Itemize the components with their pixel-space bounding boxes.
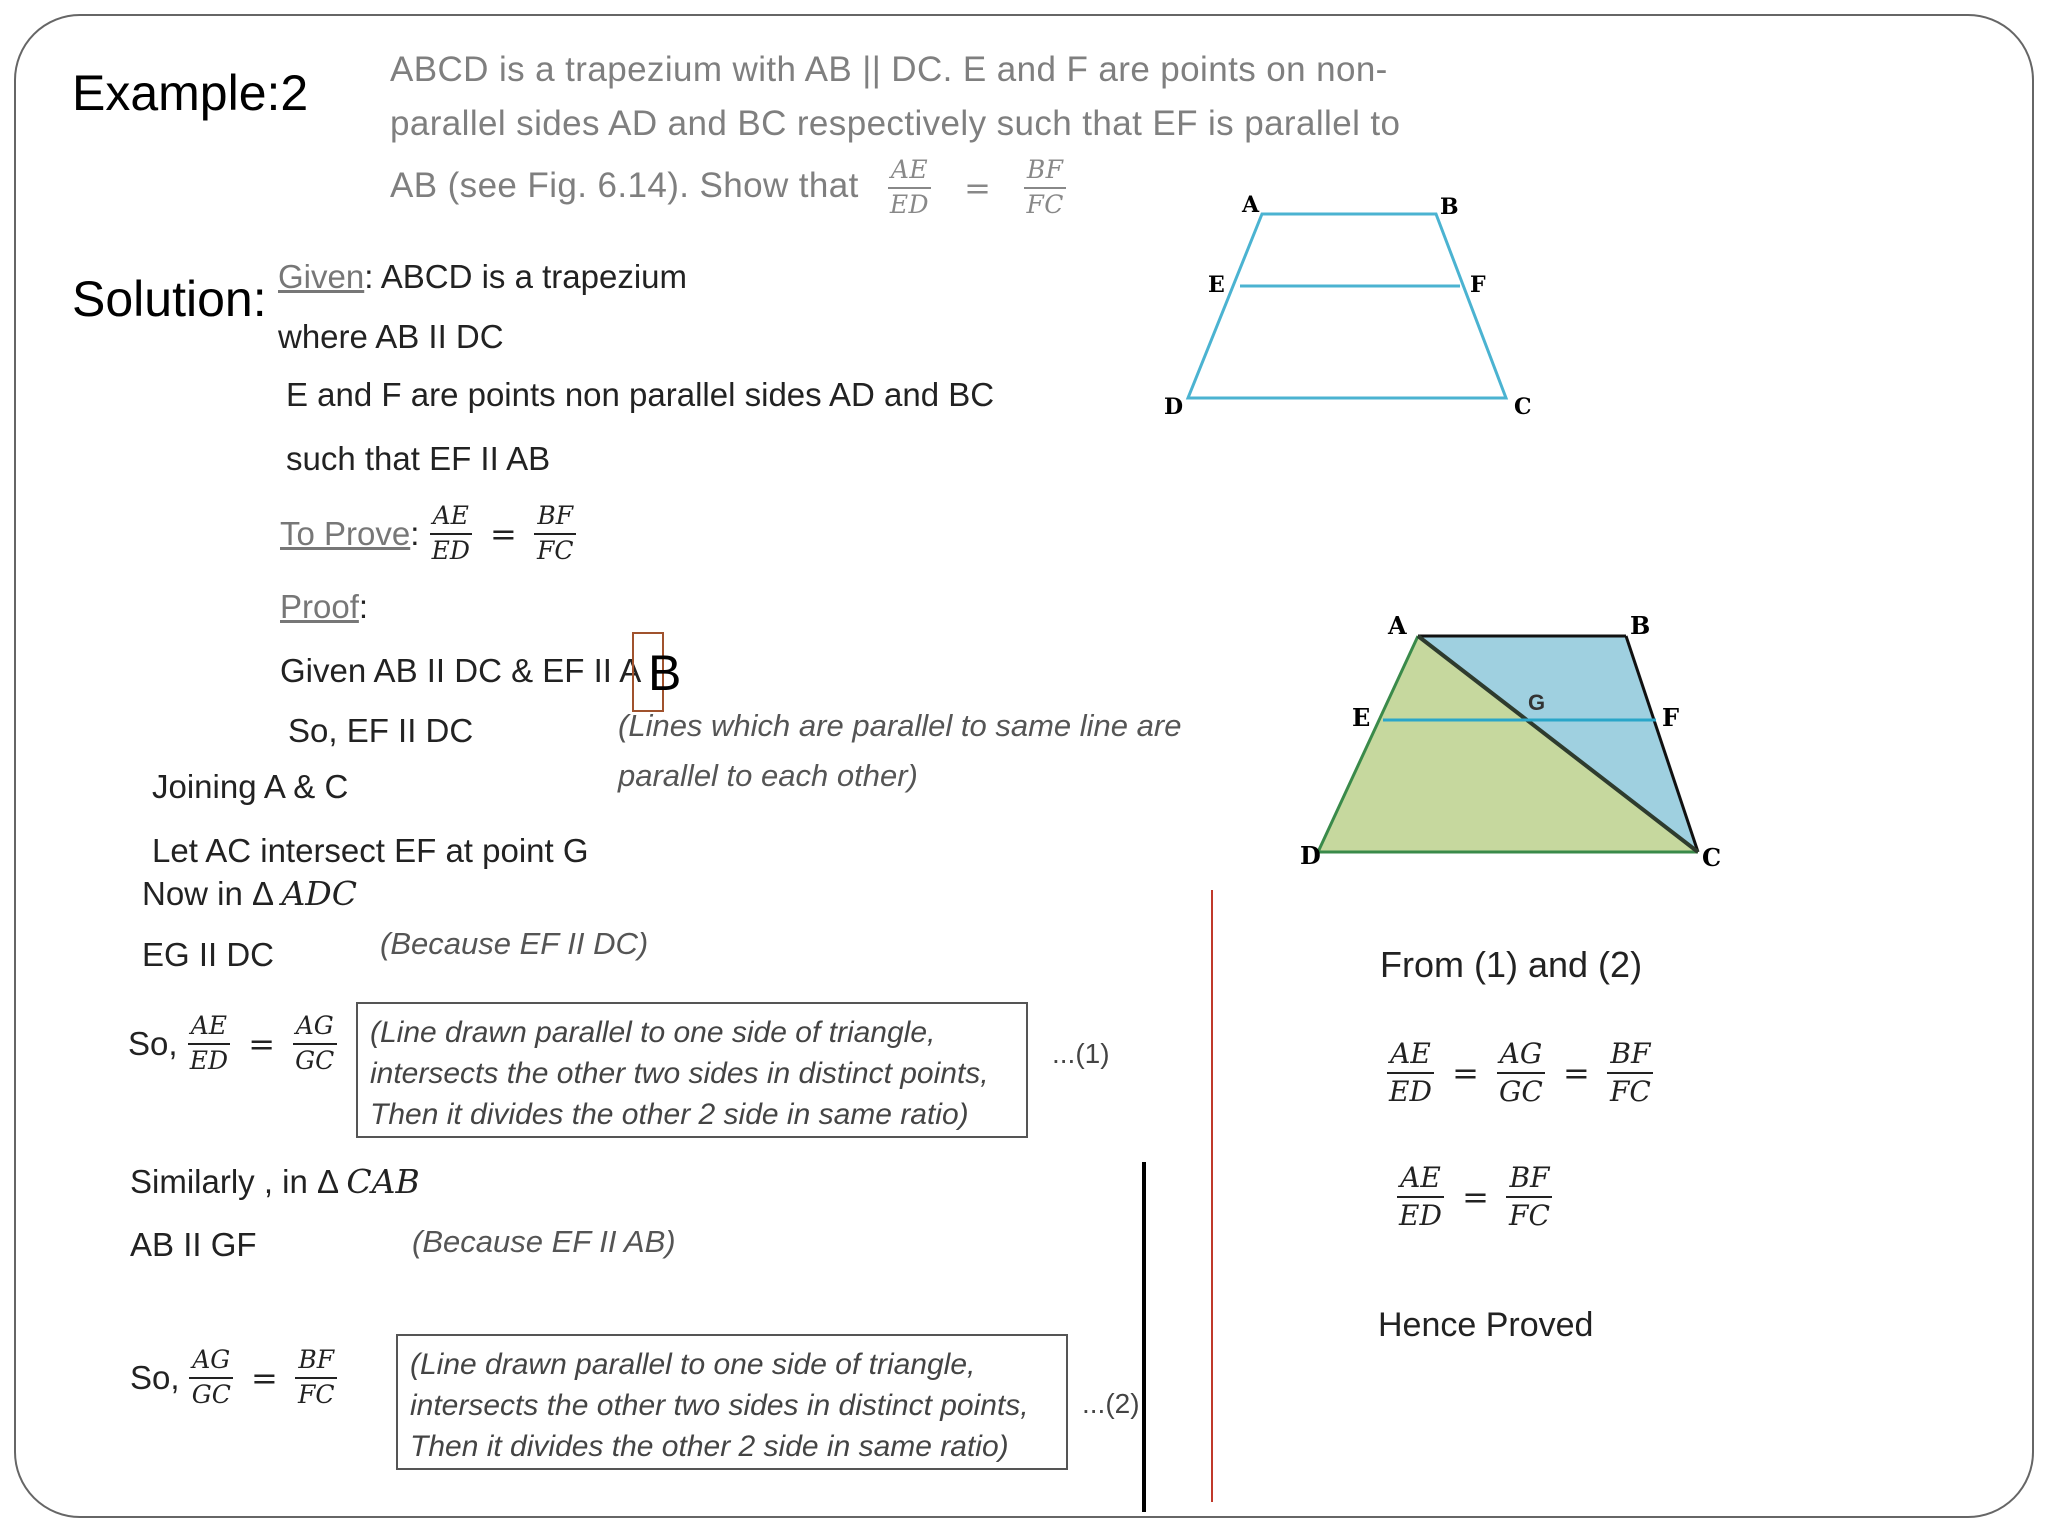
equals-sign: = [1563,1054,1590,1093]
fig1-label-e: E [1208,272,1225,298]
to-prove-line [280,502,577,566]
fraction-denominator: GC [1499,1075,1543,1109]
reason-box-1-line-3: Then it divides the other 2 side in same ratio) [370,1098,969,1131]
so-2-prefix: So, [130,1358,180,1396]
equals-sign: = [248,1024,275,1063]
because-2: (Because EF II AB) [412,1224,676,1259]
fig1-label-f: F [1470,272,1486,298]
fraction-numerator: BF [1506,1162,1552,1198]
reason-box-2-line-2: intersects the other two sides in distinct points, [410,1389,1029,1422]
figure-2-trapezium-with-diagonal [1290,600,1750,890]
fig2-label-g: G [1528,690,1546,715]
hence-proved: Hence Proved [1378,1306,1594,1344]
so-2-fraction-ag-gc [189,1346,234,1410]
reason-box-1 [356,1002,1028,1138]
fig2-label-d: D [1300,841,1321,870]
fig2-label-b: B [1630,611,1651,640]
fraction-numerator: AG [189,1346,233,1379]
proof-colon: : [358,588,369,625]
because-1: (Because EF II DC) [380,926,649,961]
solution-heading: Solution: [72,271,267,327]
equation-ref-2: ...(2) [1082,1388,1140,1419]
given-line-2: where AB II DC [278,318,504,355]
fraction-denominator: ED [431,535,470,565]
fraction-numerator: AE [188,1012,230,1045]
fraction-denominator: FC [297,1379,335,1409]
proof-heading [280,588,368,626]
ab-gf-line: AB II GF [130,1226,257,1263]
fig1-label-a: A [1242,192,1260,218]
so-1-fraction-ae-ed [187,1012,231,1076]
so-1-prefix: So, [128,1024,178,1062]
vertical-divider-black [1142,1162,1146,1512]
example-heading: Example:2 [72,65,309,121]
so-1-equation [128,1012,337,1076]
similarly-line [130,1162,420,1201]
so-2-equation [130,1346,337,1410]
final-equation [1396,1162,1553,1232]
so-2-fraction-bf-fc [295,1346,337,1410]
trapezium-abcd-outline [1188,214,1506,398]
triangle-cab: CAB [346,1162,420,1201]
proof-given-line: Given AB II DC & EF II A [280,652,642,689]
fig1-label-c: C [1514,394,1532,420]
fig2-label-c: C [1702,843,1722,872]
figure-1-trapezium [1150,180,1550,430]
so-ef-dc-line: So, EF II DC [288,712,474,749]
fraction-denominator: FC [1509,1199,1550,1233]
fraction-denominator: GC [191,1379,231,1409]
fraction-denominator: ED [189,1045,229,1075]
cursor-letter: B [648,645,682,701]
given-line-4: such that EF II AB [286,440,551,477]
fig1-label-d: D [1164,394,1184,420]
reason-box-2-line-3: Then it divides the other 2 side in same ratio) [410,1430,1009,1463]
fraction-numerator: AG [1497,1038,1546,1074]
equals-sign: = [251,1358,278,1397]
fraction-denominator: GC [295,1045,335,1075]
fraction-numerator: BF [295,1346,337,1379]
question-line-1: ABCD is a trapezium with AB || DC. E and F are points on non- [390,50,1388,89]
fraction-denominator: FC [1610,1075,1651,1109]
fraction-denominator: ED [1389,1075,1432,1109]
fraction-numerator: AE [1387,1038,1434,1074]
given-line-3: E and F are points non parallel sides AD and BC [286,376,995,413]
question-line-3 [390,156,1067,220]
equals-sign: = [1462,1178,1489,1217]
now-in-triangle-line [142,874,357,913]
reason-box-1-line-2: intersects the other two sides in distinct points, [370,1057,989,1090]
proof-label: Proof [280,588,359,625]
equation-ref-1: ...(1) [1052,1038,1110,1069]
to-prove-fraction-bf-fc [534,502,576,566]
joining-line: Joining A & C [152,768,349,805]
equals-sign: = [1452,1054,1479,1093]
so-1-fraction-ag-gc [292,1012,337,1076]
reason-1-line-1: (Lines which are parallel to same line are [618,708,1182,743]
conclusion-fraction-bf-fc [1607,1038,1654,1108]
fig1-label-b: B [1440,194,1459,220]
fig2-label-e: E [1352,703,1371,732]
fraction-numerator: AG [293,1012,337,1045]
fraction-denominator: FC [537,535,574,565]
equals-sign: = [964,168,992,207]
final-fraction-bf-fc [1506,1162,1553,1232]
combined-equation [1386,1038,1654,1108]
question-fraction-ae-ed [887,156,932,220]
triangle-adc: ADC [281,874,357,913]
question-fraction-bf-fc [1023,156,1066,220]
equals-sign: = [490,514,517,553]
question-line-2: parallel sides AD and BC respectively such that EF is parallel to [390,104,1401,143]
fig2-label-a: A [1388,611,1407,640]
reason-box-2-line-1: (Line drawn parallel to one side of triangle, [410,1348,976,1381]
question-line-3-text: AB (see Fig. 6.14). Show that [390,166,859,205]
reason-box-1-line-1: (Line drawn parallel to one side of triangle, [370,1016,936,1049]
fraction-denominator: ED [1399,1199,1442,1233]
from-1-and-2: From (1) and (2) [1380,944,1643,985]
eg-dc-line: EG II DC [142,936,275,973]
intersect-line: Let AC intersect EF at point G [152,832,589,869]
now-in-text: Now in Δ [142,875,273,912]
reason-box-2 [396,1334,1068,1470]
fig2-label-f: F [1662,703,1680,732]
given-text: : ABCD is a trapezium [364,258,687,295]
fraction-denominator: ED [889,189,929,219]
to-prove-fraction-ae-ed [429,502,473,566]
to-prove-colon: : [410,514,420,552]
reason-1-line-2: parallel to each other) [618,758,918,793]
fraction-numerator: BF [534,502,576,535]
given-line-1 [278,258,687,296]
given-label: Given [278,258,365,295]
similarly-text: Similarly , in Δ [130,1163,338,1200]
fraction-numerator: BF [1024,156,1067,189]
to-prove-label: To Prove [280,514,411,552]
conclusion-fraction-ag-gc [1496,1038,1546,1108]
vertical-divider-red [1211,890,1213,1502]
fraction-numerator: BF [1607,1038,1653,1074]
conclusion-fraction-ae-ed [1386,1038,1435,1108]
fraction-numerator: AE [430,502,472,535]
fraction-denominator: FC [1026,189,1064,219]
fraction-numerator: AE [888,156,931,189]
final-fraction-ae-ed [1396,1162,1445,1232]
fraction-numerator: AE [1397,1162,1444,1198]
